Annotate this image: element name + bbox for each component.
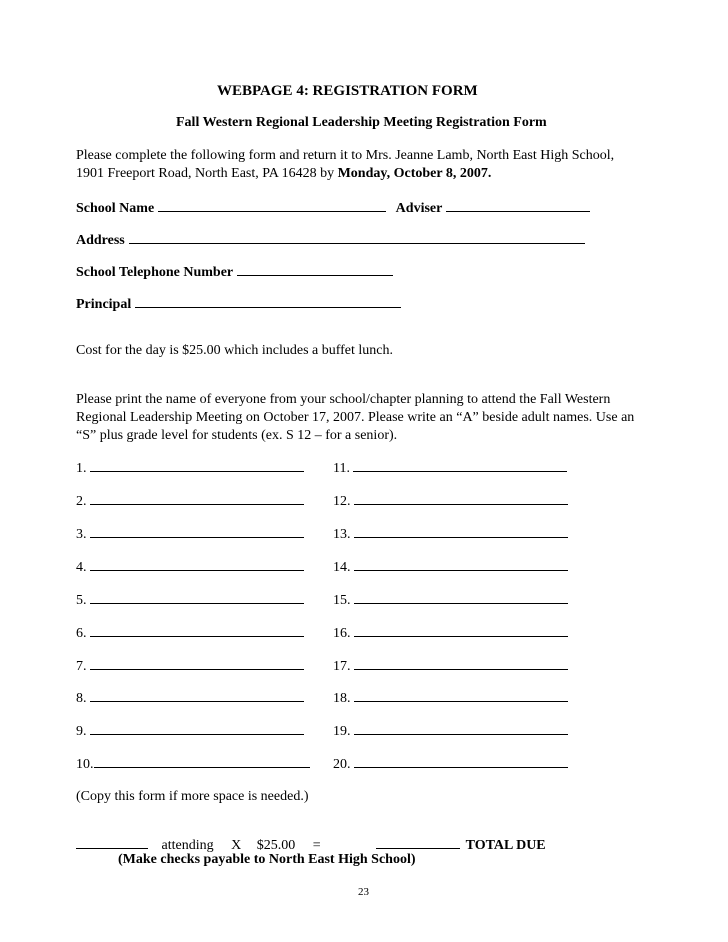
attendee-number: 16. xyxy=(333,626,351,641)
school-name-field[interactable] xyxy=(158,199,386,212)
attendee-name-field[interactable] xyxy=(90,558,304,571)
attendee-name-field[interactable] xyxy=(354,525,568,538)
telephone-label: School Telephone Number xyxy=(76,265,234,280)
total-row xyxy=(76,836,546,853)
attendee-number: 1. xyxy=(76,461,87,476)
attendee-name-field[interactable] xyxy=(94,755,310,768)
attendee-row-16 xyxy=(333,624,568,641)
equals-sign: = xyxy=(312,838,321,853)
attendee-name-field[interactable] xyxy=(354,591,568,604)
adviser-label: Adviser xyxy=(395,201,443,216)
principal-label: Principal xyxy=(76,297,132,312)
attendee-number: 14. xyxy=(333,560,351,575)
checks-note: (Make checks payable to North East High School) xyxy=(118,852,416,867)
attendee-row-12 xyxy=(333,492,568,509)
attendee-name-field[interactable] xyxy=(354,657,568,670)
cost-text: Cost for the day is $25.00 which includes a buffet lunch. xyxy=(76,343,394,358)
principal-field[interactable] xyxy=(135,295,401,308)
school-name-label: School Name xyxy=(76,201,155,216)
price-value: $25.00 xyxy=(256,838,296,853)
intro-line-2-text: 1901 Freeport Road, North East, PA 16428 by xyxy=(76,166,338,181)
attendee-name-field[interactable] xyxy=(90,624,304,637)
attendee-row-1 xyxy=(76,459,304,476)
attendee-name-field[interactable] xyxy=(90,492,304,505)
attendee-row-2 xyxy=(76,492,304,509)
attendee-row-6 xyxy=(76,624,304,641)
attendee-number: 9. xyxy=(76,724,87,739)
attendee-name-field[interactable] xyxy=(354,689,568,702)
attendee-row-13 xyxy=(333,525,568,542)
attendee-row-14 xyxy=(333,558,568,575)
deadline-date: Monday, October 8, 2007. xyxy=(337,166,492,181)
attendee-name-field[interactable] xyxy=(354,624,568,637)
total-amount-field[interactable] xyxy=(376,836,460,849)
attendee-number: 12. xyxy=(333,494,351,509)
attendee-row-3 xyxy=(76,525,304,542)
page-number: 23 xyxy=(358,886,369,898)
attendee-row-11 xyxy=(333,459,567,476)
attendee-number: 20. xyxy=(333,757,351,772)
attendee-row-18 xyxy=(333,689,568,706)
attendee-number: 13. xyxy=(333,527,351,542)
instructions-line-3: “S” plus grade level for students (ex. S 12 – for a senior). xyxy=(76,428,398,443)
attendee-name-field[interactable] xyxy=(354,492,568,505)
attendee-number: 10. xyxy=(76,757,94,772)
attendee-number: 7. xyxy=(76,659,87,674)
attendee-number: 8. xyxy=(76,691,87,706)
telephone-field[interactable] xyxy=(237,263,393,276)
attendee-name-field[interactable] xyxy=(90,459,304,472)
attendee-row-17 xyxy=(333,657,568,674)
attendee-number: 18. xyxy=(333,691,351,706)
attendee-count-field[interactable] xyxy=(76,836,148,849)
attendee-number: 17. xyxy=(333,659,351,674)
address-label: Address xyxy=(76,233,125,248)
attendee-row-20 xyxy=(333,755,568,772)
times-sign: X xyxy=(231,838,242,853)
attendee-name-field[interactable] xyxy=(90,689,304,702)
intro-line-2 xyxy=(76,167,491,181)
attendee-name-field[interactable] xyxy=(90,722,304,735)
attendee-number: 15. xyxy=(333,593,351,608)
form-subtitle: Fall Western Regional Leadership Meeting Registration Form xyxy=(176,115,547,130)
attendee-number: 2. xyxy=(76,494,87,509)
instructions-line-1: Please print the name of everyone from your school/chapter planning to attend the Fall Western xyxy=(76,392,611,407)
instructions-line-2: Regional Leadership Meeting on October 17, 2007. Please write an “A” beside adult names. Use an xyxy=(76,410,635,425)
school-name-row xyxy=(76,199,590,216)
attending-label: attending xyxy=(161,838,214,853)
attendee-row-8 xyxy=(76,689,304,706)
attendee-row-4 xyxy=(76,558,304,575)
copy-note: (Copy this form if more space is needed.) xyxy=(76,789,309,804)
intro-line-1: Please complete the following form and return it to Mrs. Jeanne Lamb, North East High School, xyxy=(76,148,615,163)
page-title: WEBPAGE 4: REGISTRATION FORM xyxy=(217,83,478,99)
attendee-number: 19. xyxy=(333,724,351,739)
attendee-name-field[interactable] xyxy=(90,657,304,670)
attendee-number: 6. xyxy=(76,626,87,641)
total-due-label: TOTAL DUE xyxy=(465,838,546,853)
attendee-number: 3. xyxy=(76,527,87,542)
attendee-row-10 xyxy=(76,755,310,772)
address-field[interactable] xyxy=(129,231,585,244)
attendee-name-field[interactable] xyxy=(354,755,568,768)
attendee-number: 4. xyxy=(76,560,87,575)
attendee-name-field[interactable] xyxy=(90,591,304,604)
attendee-name-field[interactable] xyxy=(354,558,568,571)
attendee-name-field[interactable] xyxy=(354,722,568,735)
attendee-number: 11. xyxy=(333,461,350,476)
attendee-name-field[interactable] xyxy=(90,525,304,538)
attendee-row-9 xyxy=(76,722,304,739)
adviser-field[interactable] xyxy=(446,199,590,212)
attendee-name-field[interactable] xyxy=(353,459,567,472)
attendee-row-15 xyxy=(333,591,568,608)
attendee-row-19 xyxy=(333,722,568,739)
principal-row xyxy=(76,295,401,312)
attendee-number: 5. xyxy=(76,593,87,608)
attendee-row-7 xyxy=(76,657,304,674)
address-row xyxy=(76,231,585,248)
telephone-row xyxy=(76,263,393,280)
attendee-row-5 xyxy=(76,591,304,608)
